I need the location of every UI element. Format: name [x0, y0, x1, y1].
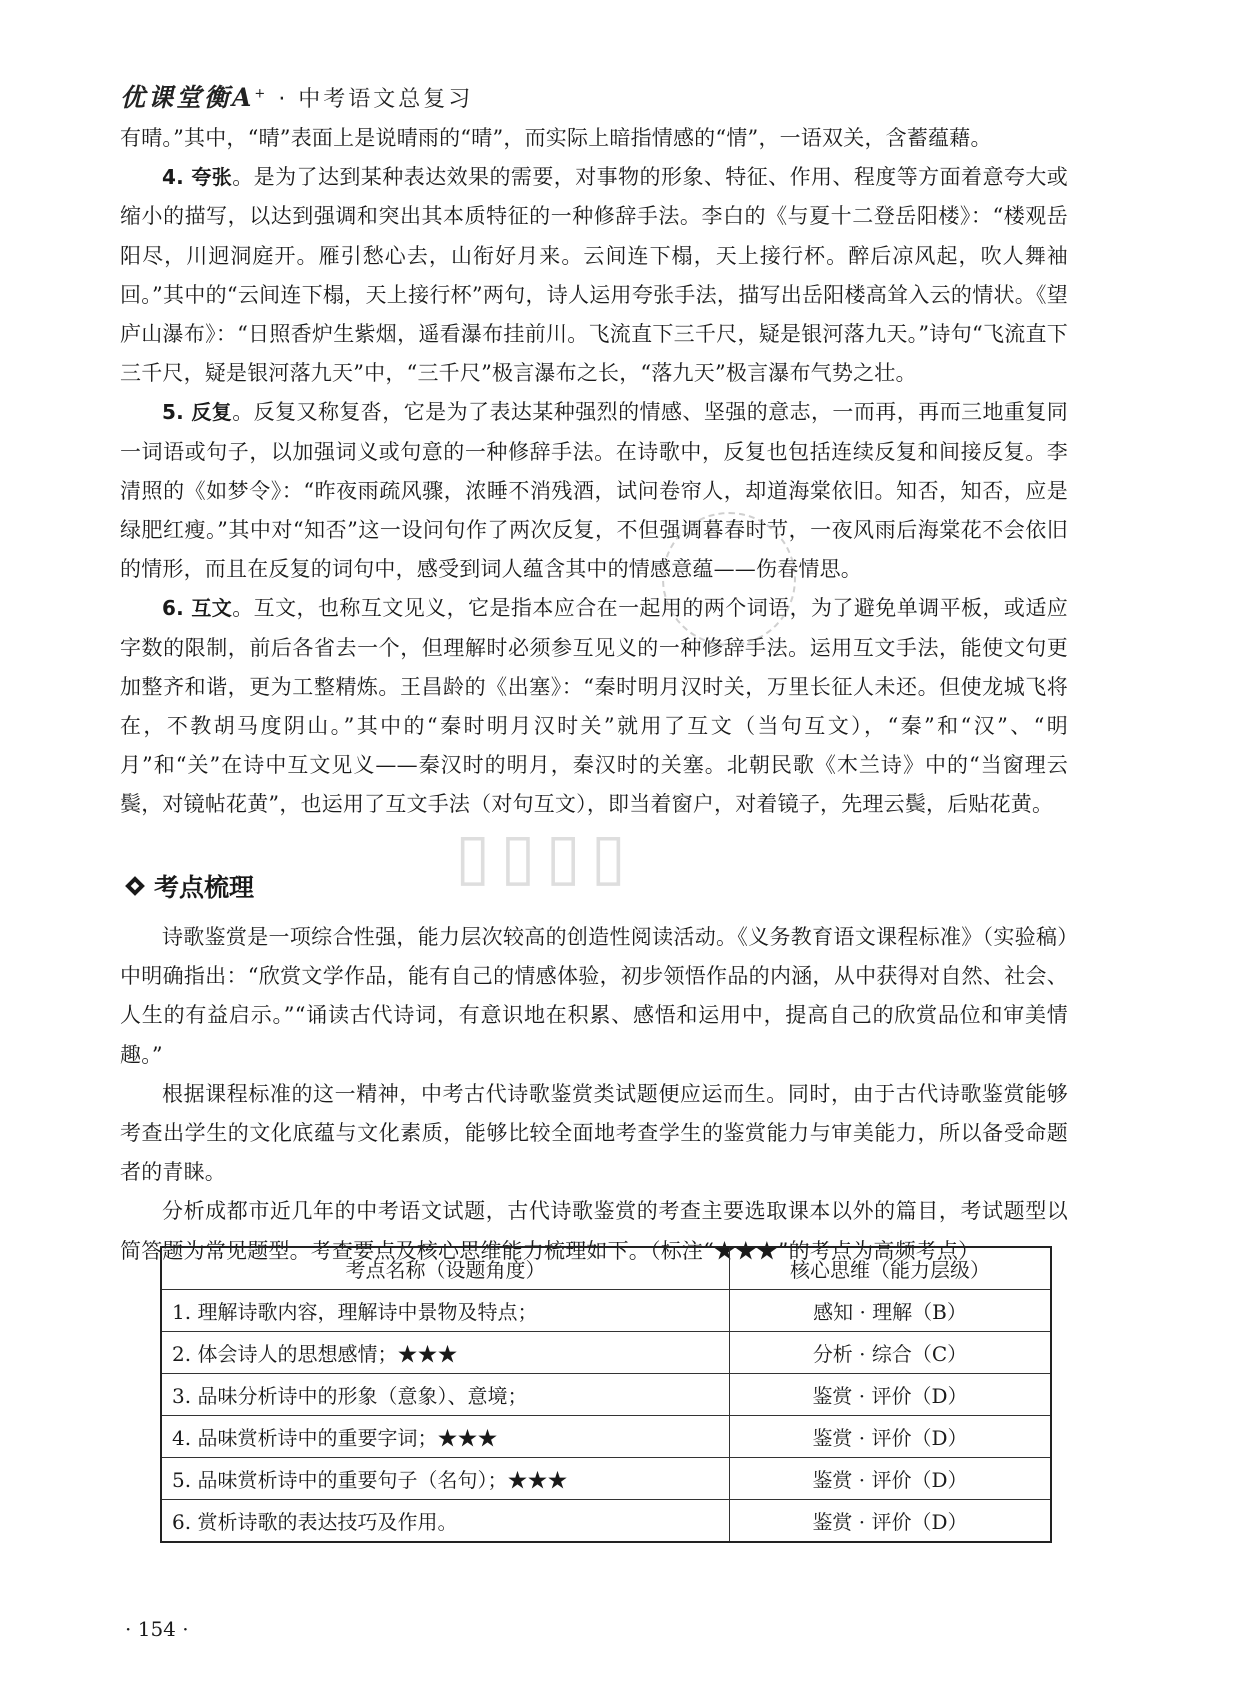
book-title: · 中考语文总复习 — [278, 87, 474, 112]
table-cell-point: 6. 赏析诗歌的表达技巧及作用。 — [161, 1500, 730, 1543]
table-cell-point: 1. 理解诗歌内容，理解诗中景物及特点； — [161, 1290, 730, 1332]
intro-paragraph: 诗歌鉴赏是一项综合性强，能力层次较高的创造性阅读活动。《义务教育语文课程标准》（实验稿）中明确指出：“欣赏文学作品，能有自己的情感体验，初步领悟作品的内涵，从中获得对自然、社会、人生的有益启示。”“诵读古代诗词，有意识地在积累、感悟和运用中，提高自己的欣赏品位和审美情趣。” — [120, 925, 1068, 1067]
table-row — [161, 1332, 1051, 1374]
page-number: · 154 · — [125, 1617, 189, 1641]
table-cell-level: 鉴赏 · 评价（D） — [730, 1374, 1052, 1416]
table-cell-point: 2. 体会诗人的思想感情；★★★ — [161, 1332, 730, 1374]
table-row — [161, 1416, 1051, 1458]
table-row — [161, 1458, 1051, 1500]
table-cell-level: 感知 · 理解（B） — [730, 1290, 1052, 1332]
section-title — [128, 868, 254, 904]
table-row — [161, 1290, 1051, 1332]
main-text — [120, 119, 1068, 825]
brand-plus: + — [254, 86, 269, 102]
intro-text — [120, 918, 1068, 1271]
book-brand: 优课堂衡A — [120, 83, 255, 112]
table-cell-point: 4. 品味赏析诗中的重要字词；★★★ — [161, 1416, 730, 1458]
term-body: 。反复又称复沓，它是为了表达某种强烈的情感、坚强的意志，一而再，再而三地重复同一词语或句子，以加强词义或句意的一种修辞手法。在诗歌中，反复也包括连续反复和间接反复。李清照的《如梦令》：“昨夜雨疏风骤，浓睡不消残酒，试问卷帘人，却道海棠依旧。知否，知否，应是绿肥红瘦。”其中对“知否”这一设问句作了两次反复，不但强调暮春时节，一夜风雨后海棠花不会依旧的情形，而且在反复的词句中，感受到词人蕴含其中的情感意蕴——伤春情思。 — [120, 400, 1069, 582]
term-heading: 5. 反复 — [162, 400, 233, 425]
term-heading: 4. 夸张 — [162, 165, 233, 190]
section-title-text: 考点梳理 — [154, 873, 255, 902]
paragraph-intertext — [120, 589, 1068, 824]
paragraph-repetition — [120, 393, 1068, 589]
intro-paragraph: 根据课程标准的这一精神，中考古代诗歌鉴赏类试题便应运而生。同时，由于古代诗歌鉴赏能够考查出学生的文化底蕴与文化素质，能够比较全面地考查学生的鉴赏能力与审美能力，所以备受命题者的青睐。 — [120, 1081, 1068, 1185]
intro-paragraph: 分析成都市近几年的中考语文试题，古代诗歌鉴赏的考查主要选取课本以外的篇目，考试题型以简答题为常见题型。考查要点及核心思维能力梳理如下。（标注“★★★”的考点为高频考点） — [120, 1199, 1068, 1263]
table-cell-level: 鉴赏 · 评价（D） — [730, 1416, 1052, 1458]
table-header-row — [161, 1247, 1051, 1290]
table-cell-point: 5. 品味赏析诗中的重要句子（名句）；★★★ — [161, 1458, 730, 1500]
paragraph-continuation: 有晴。”其中，“晴”表面上是说晴雨的“晴”，而实际上暗指情感的“情”，一语双关，含蓄蕴藉。 — [120, 126, 992, 150]
table-row — [161, 1500, 1051, 1543]
paragraph-hyperbole — [120, 158, 1068, 393]
watermark: ▯▯▯▯ — [455, 820, 636, 894]
table-cell-level: 鉴赏 · 评价（D） — [730, 1458, 1052, 1500]
column-header: 核心思维（能力层级） — [730, 1247, 1052, 1290]
faint-stamp — [662, 512, 796, 646]
term-body: 。是为了达到某种表达效果的需要，对事物的形象、特征、作用、程度等方面着意夸大或缩小的描写，以达到强调和突出其本质特征的一种修辞手法。李白的《与夏十二登岳阳楼》：“楼观岳阳尽，川迥洞庭开。雁引愁心去，山衔好月来。云间连下榻，天上接行杯。醉后凉风起，吹人舞袖回。”其中的“云间连下榻，天上接行杯”两句，诗人运用夸张手法，描写出岳阳楼高耸入云的情状。《望庐山瀑布》：“日照香炉生紫烟，遥看瀑布挂前川。飞流直下三千尺，疑是银河落九天。”诗句“飞流直下三千尺，疑是银河落九天”中，“三千尺”极言瀑布之长，“落九天”极言瀑布气势之壮。 — [120, 165, 1069, 386]
term-heading: 6. 互文 — [162, 596, 233, 621]
table-cell-point: 3. 品味分析诗中的形象（意象）、意境； — [161, 1374, 730, 1416]
table-cell-level: 分析 · 综合（C） — [730, 1332, 1052, 1374]
exam-points-table — [160, 1246, 1052, 1543]
column-header: 考点名称（设题角度） — [161, 1247, 730, 1290]
term-body: 。互文，也称互文见义，它是指本应合在一起用的两个词语，为了避免单调平板，或适应字数的限制，前后各省去一个，但理解时必须参互见义的一种修辞手法。运用互文手法，能使文句更加整齐和谐，更为工整精炼。王昌龄的《出塞》：“秦时明月汉时关，万里长征人未还。但使龙城飞将在，不教胡马度阴山。”其中的“秦时明月汉时关”就用了互文（当句互文），“秦”和“汉”、“明月”和“关”在诗中互文见义——秦汉时的明月，秦汉时的关塞。北朝民歌《木兰诗》中的“当窗理云鬓，对镜帖花黄”，也运用了互文手法（对句互文），即当着窗户，对着镜子，先理云鬓，后贴花黄。 — [120, 596, 1069, 817]
running-header — [120, 78, 473, 114]
table-row — [161, 1374, 1051, 1416]
table-cell-level: 鉴赏 · 评价（D） — [730, 1500, 1052, 1543]
diamond-bullet-icon — [125, 876, 145, 896]
